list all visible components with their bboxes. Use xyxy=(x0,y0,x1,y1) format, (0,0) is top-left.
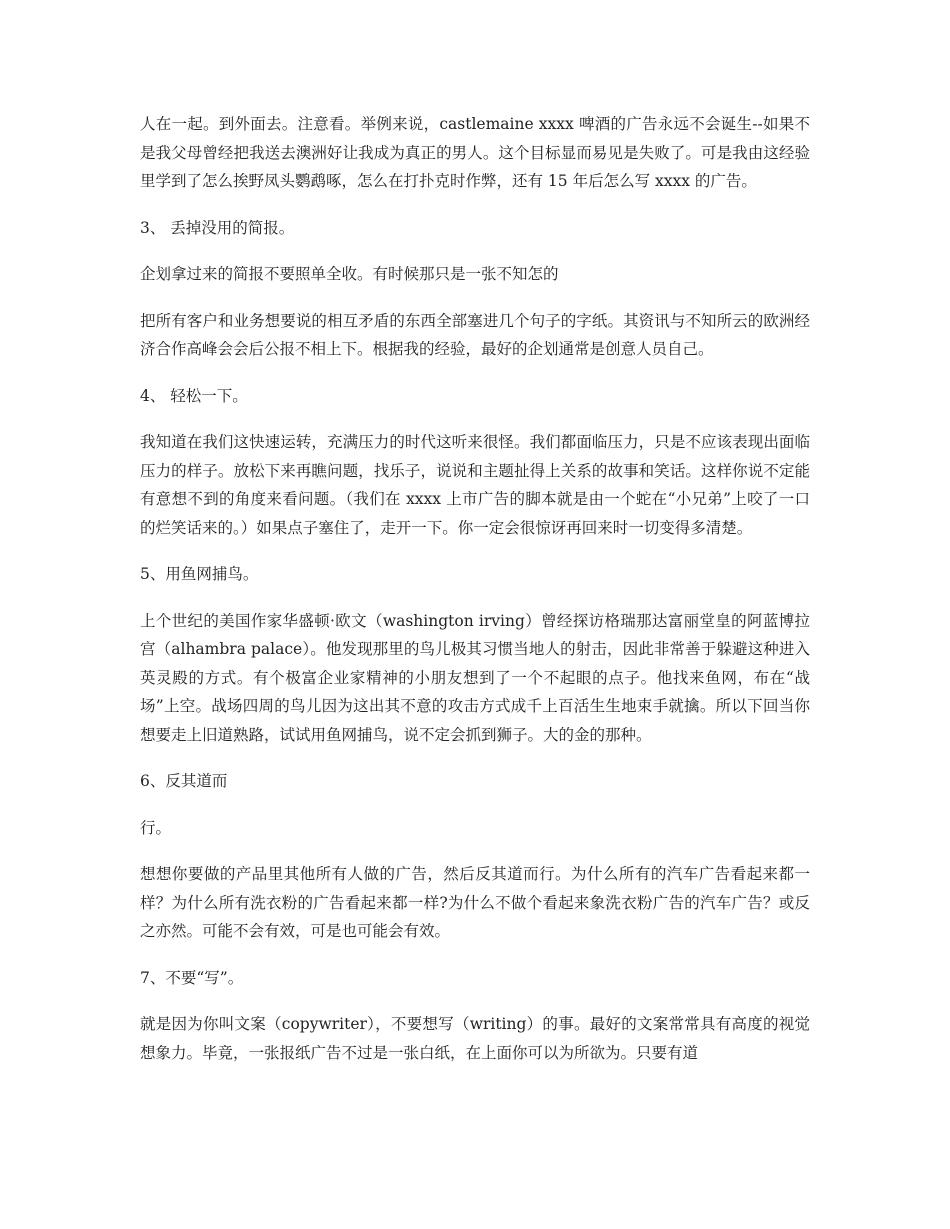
paragraph-relax: 我知道在我们这快速运转，充满压力的时代这听来很怪。我们都面临压力，只是不应该表现出面临压力的样子。放松下来再瞧问题，找乐子，说说和主题扯得上关系的故事和笑话。这样你说不定能有意想不到的角度来看问题。（我们在 xxxx 上市广告的脚本就是由一个蛇在“小兄弟”上咬了一口的烂笑话来的。）如果点子塞住了，走开一下。你一定会很惊讶再回来时一切变得多清楚。 xyxy=(140,433,810,537)
heading-6: 6、反其道而 xyxy=(140,772,228,790)
heading-3: 3、 丢掉没用的简报。 xyxy=(140,218,295,237)
heading-6-continued: 行。 xyxy=(140,818,172,837)
paragraph-fishnet: 上个世纪的美国作家华盛顿·欧文（washington irving）曾经探访格瑞那达富丽堂皇的阿蓝博拉宫（alhambra palace）。他发现那里的鸟儿极其习惯当地人的射击，因此非常善于躲避这种进入英灵殿的方式。有个极富企业家精神的小朋友想到了一个不起眼的点子。他找来鱼网，布在“战场”上空。战场四周的鸟儿因为这出其不意的攻击方式成千上百活生生地束手就擒。所以下回当你想要走上旧道熟路，试试用鱼网捕鸟，说不定会抓到狮子。大的金的那种。 xyxy=(140,611,810,744)
heading-7: 7、不要“写”。 xyxy=(140,968,244,987)
paragraph-castlemaine-story: 人在一起。到外面去。注意看。举例来说，castlemaine xxxx 啤酒的广告永远不会诞生--如果不是我父母曾经把我送去澳洲好让我成为真正的男人。这个目标显而易见是失败了。可是我由这经验里学到了怎么挨野凤头鹦鹉啄，怎么在打扑克时作弊，还有 15 年后怎么写 xxxx 的广告。 xyxy=(140,115,810,190)
paragraph-opposite: 想想你要做的产品里其他所有人做的广告，然后反其道而行。为什么所有的汽车广告看起来都一样？为什么所有洗衣粉的广告看起来都一样?为什么不做个看起来象洗衣粉广告的汽车广告？或反之亦然。可能不会有效，可是也可能会有效。 xyxy=(140,865,810,940)
paragraph-briefing-intro: 企划拿过来的简报不要照单全收。有时候那只是一张不知怎的 xyxy=(140,265,559,283)
paragraph-dont-write: 就是因为你叫文案（copywriter），不要想写（writing）的事。最好的文案常常具有高度的视觉想象力。毕竟，一张报纸广告不过是一张白纸，在上面你可以为所欲为。只要有道 xyxy=(140,1015,810,1062)
paragraph-briefing-body: 把所有客户和业务想要说的相互矛盾的东西全部塞进几个句子的字纸。其资讯与不知所云的欧洲经济合作高峰会会后公报不相上下。根据我的经验，最好的企划通常是创意人员自己。 xyxy=(140,311,810,358)
heading-4: 4、 轻松一下。 xyxy=(140,386,248,405)
heading-5: 5、用鱼网捕鸟。 xyxy=(140,565,259,583)
